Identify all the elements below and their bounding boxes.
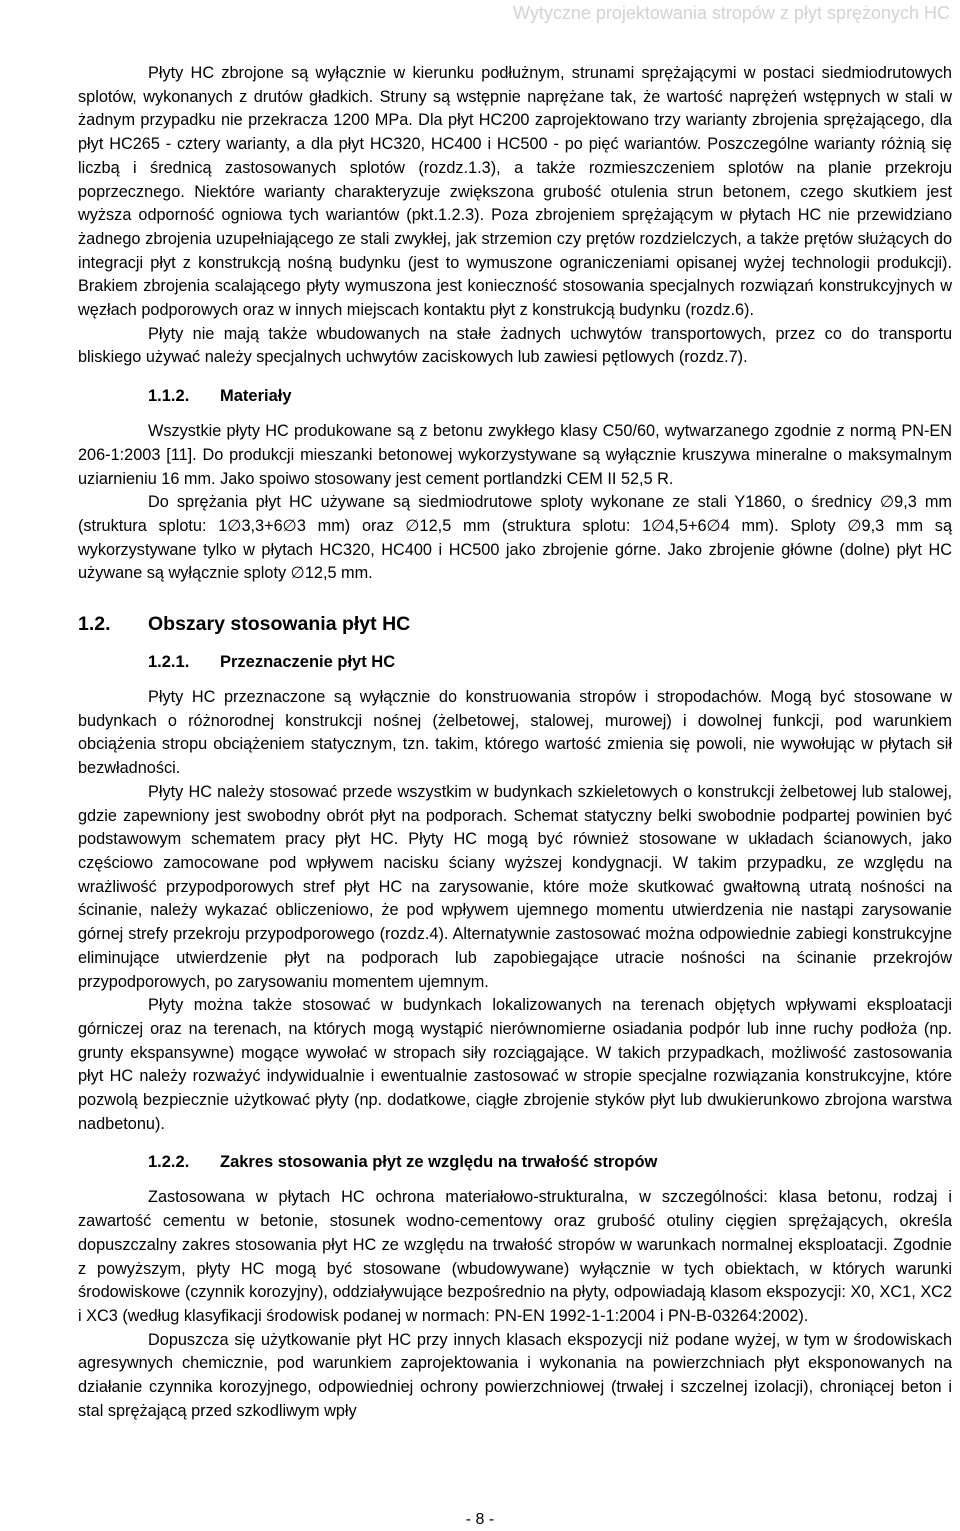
paragraph: Dopuszcza się użytkowanie płyt HC przy innych klasach ekspozycji niż podane wyżej, w tym w środowiskach agresywnych chemicznie, pod warunkiem zaprojektowania i wykonania na powierzchniach płyt eksponowanych na działanie czynnika korozyjnego, odpowiedniej ochrony powierzchniowej (trwałej i szczelnej izolacji), chroniącej beton i stal sprężającą przed szkodliwym wpły — [78, 1330, 952, 1420]
paragraph: Wszystkie płyty HC produkowane są z betonu zwykłego klasy C50/60, wytwarzanego zgodnie z normą PN-EN 206-1:2003 [11]. Do produkcji mieszanki betonowej wykorzystywane są wyłącznie kruszywa mineralne o maksymalnym uziarnieniu 16 mm. Jako spoiwo stosowany jest cement portlandzki CEM II 52,5 R. — [78, 422, 952, 488]
document-body — [78, 62, 952, 1423]
page-number: - 8 - — [465, 1511, 495, 1528]
paragraph: Płyty HC należy stosować przede wszystkim w budynkach szkieletowych o konstrukcji żelbetowej lub stalowej, gdzie zapewniony jest swobodny obrót płyt na podporach. Schemat statyczny belki swobodnie podpartej powinien być podstawowym schematem pracy płyt HC. Płyty HC mogą być również stosowane w układach ścianowych, jako częściowo zamocowane pod wpływem nacisku ściany wyższej kondygnacji. W takim przypadku, ze względu na wrażliwość przypodporowych stref płyt HC na zarysowanie, które może skutkować gwałtowną utratą nośności na ścinanie, należy wykazać obliczeniowo, że pod wpływem ujemnego momentu utwierdzenia nie nastąpi zarysowanie górnej strefy przekroju przypodporowego (rozdz.4). Alternatywnie zastosować można odpowiednie zabiegi konstrukcyjne eliminujące utwierdzenie płyt na podporach lub zapobiegające utracie nośności na ścinanie przekrojów przypodporowych, po zarysowaniu momentem ujemnym. — [78, 782, 952, 991]
paragraph: Płyty nie mają także wbudowanych na stałe żadnych uchwytów transportowych, przez co do transportu bliskiego używać należy specjalnych uchwytów zaciskowych lub zawiesi pętlowych (rozdz.7). — [78, 324, 952, 367]
paragraph: Zastosowana w płytach HC ochrona materiałowo-strukturalna, w szczególności: klasa betonu, rodzaj i zawartość cementu w betonie, stosunek wodno-cementowy oraz grubość otuliny cięgien sprężających, określa dopuszczalny zakres stosowania płyt HC ze względu na trwałość stropów w warunkach normalnej eksploatacji. Zgodnie z powyższym, płyty HC mogą być stosowane (wbudowywane) wyłącznie w tych obiektach, w których warunki środowiskowe (czynnik korozyjny), oddziaływujące bezpośrednio na płyty, odpowiadają klasom ekspozycji: X0, XC1, XC2 i XC3 (według klasyfikacji środowisk podanej w normach: PN-EN 1992-1-1:2004 i PN-B-03264:2002). — [78, 1188, 952, 1325]
section-title: Materiały — [220, 387, 292, 406]
section-number: 1.2.1. — [148, 653, 190, 672]
paragraph: Do sprężania płyt HC używane są siedmiodrutowe sploty wykonane ze stali Y1860, o średnicy ∅9,3 mm (struktura splotu: 1∅3,3+6∅3 mm) oraz ∅12,5 mm (struktura splotu: 1∅4,5+6∅4 mm). Sploty ∅9,3 mm są wykorzystywane tylko w płytach HC320, HC400 i HC500 jako zbrojenie górne. Jako zbrojenie główne (dolne) płyt HC używane są wyłącznie sploty ∅12,5 mm. — [78, 493, 952, 583]
section-number: 1.2.2. — [148, 1153, 190, 1172]
section-heading-1-2 — [78, 612, 952, 636]
section-number: 1.2. — [78, 613, 111, 636]
paragraph: Płyty HC zbrojone są wyłącznie w kierunku podłużnym, strunami sprężającymi w postaci siedmiodrutowych splotów, wykonanych z drutów gładkich. Struny są wstępnie naprężane tak, że wartość naprężeń wstępnych w stali w żadnym przypadku nie przekracza 1200 MPa. Dla płyt HC200 zaprojektowano trzy warianty zbrojenia sprężającego, dla płyt HC265 - cztery warianty, a dla płyt HC320, HC400 i HC500 - po pięć wariantów. Poszczególne warianty różnią się liczbą i średnicą zastosowanych splotów (rozdz.1.3), a także rozmieszczeniem splotów na planie przekroju poprzecznego. Niektóre warianty charakteryzuje zwiększona grubość otulenia strun betonem, czego skutkiem jest wyższa odporność ogniowa tych wariantów (pkt.1.2.3). Poza zbrojeniem sprężającym w płytach HC nie przewidziano żadnego zbrojenia uzupełniającego ze stali zwykłej, jak strzemion czy prętów rozdzielczych, a także prętów służących do integracji płyt z konstrukcją nośną budynku (jest to wymuszone ograniczeniami opisanej wyżej technologii produkcji). Brakiem zbrojenia scalającego płyty wymuszona jest konieczność stosowania specjalnych rozwiązań konstrukcyjnych w węzłach podporowych oraz w innych miejscach kontaktu płyt z konstrukcją budynku (rozdz.6). — [78, 64, 952, 320]
section-heading-1-1-2 — [148, 385, 952, 407]
section-title: Zakres stosowania płyt ze względu na trwałość stropów — [220, 1153, 658, 1172]
paragraph: Płyty HC przeznaczone są wyłącznie do konstruowania stropów i stropodachów. Mogą być stosowane w budynkach o różnorodnej konstrukcji nośnej (żelbetowej, stalowej, murowej) i dowolnej funkcji, pod warunkiem obciążenia stropu obciążeniem statycznym, tzn. takim, którego wartość zmienia się powoli, nie wywołując w płytach sił bezwładności. — [78, 688, 952, 778]
section-heading-1-2-2 — [148, 1151, 952, 1173]
section-heading-1-2-1 — [148, 651, 952, 673]
paragraph: Płyty można także stosować w budynkach lokalizowanych na terenach objętych wpływami eksploatacji górniczej oraz na terenach, na których mogą wystąpić nierównomierne osiadania podpór lub inne ruchy podłoża (np. grunty ekspansywne) mogące wywołać w stropach siły rozciągające. W takich przypadkach, możliwość zastosowania płyt HC należy rozważyć indywidualnie i ewentualnie zastosować w stropie specjalne rozwiązania konstrukcyjne, które pozwolą bezpiecznie użytkować płyty (np. dodatkowe, ciągłe zbrojenie styków płyt lub dwukierunkowo zbrojona warstwa nadbetonu). — [78, 996, 952, 1133]
section-title: Przeznaczenie płyt HC — [220, 653, 396, 672]
running-header: Wytyczne projektowania stropów z płyt sprężonych HC — [512, 3, 950, 23]
section-number: 1.1.2. — [148, 387, 190, 406]
section-title: Obszary stosowania płyt HC — [148, 613, 411, 636]
